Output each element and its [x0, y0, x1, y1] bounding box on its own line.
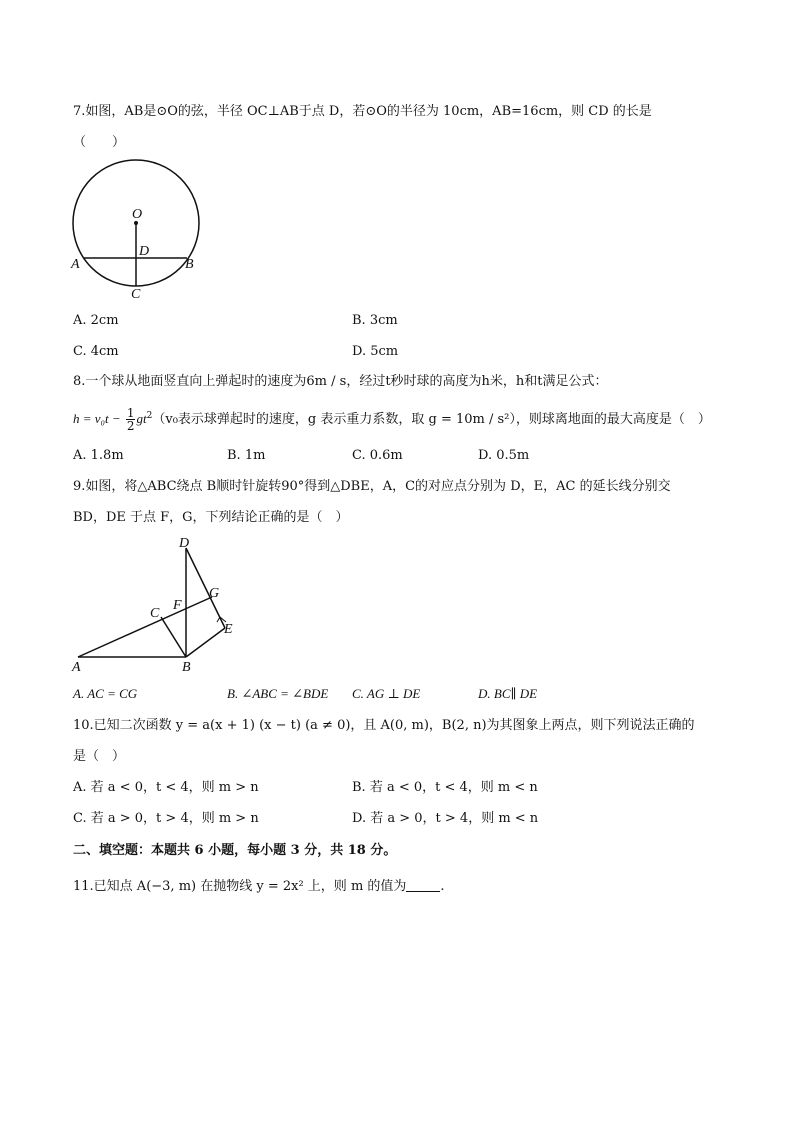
q11-stem-end: .: [440, 879, 445, 894]
q8-formula-rest: （v₀表示球弹起时的速度，g 表示重力系数，取 g = 10m / s²），则球离地面的最大高度是（ ）: [152, 412, 711, 427]
q8-option-b: B. 1m: [227, 448, 266, 463]
fraction-numerator: 1: [126, 406, 135, 420]
q10-option-c: C. 若 a > 0，t > 4，则 m > n: [73, 811, 259, 826]
label-d: D: [179, 536, 190, 551]
q9-option-d: D. BC∥ DE: [478, 686, 538, 701]
label-e: E: [224, 622, 233, 637]
fraction-denominator: 2: [126, 419, 135, 433]
q7-option-d: D. 5cm: [352, 344, 399, 359]
label-a: A: [72, 660, 81, 675]
q7-stem: 7.如图，AB是⊙O的弦，半径 OC⊥AB于点 D，若⊙O的半径为 10cm，AB=16cm，则 CD 的长是: [73, 104, 652, 119]
q8-stem: 8.一个球从地面竖直向上弹起时的速度为6m / s，经过t秒时球的高度为h米，h和t满足公式：: [73, 374, 608, 389]
q10-option-b: B. 若 a < 0，t < 4，则 m < n: [352, 780, 538, 795]
q10-option-d: D. 若 a > 0，t > 4，则 m < n: [352, 811, 539, 826]
q8-formula: [73, 404, 711, 435]
q8-formula-gt: gt: [136, 411, 147, 426]
section-fill-in-title: 二、填空题：本题共 6 小题，每小题 3 分，共 18 分。: [73, 843, 397, 858]
q9-option-c: C. AG ⊥ DE: [352, 686, 421, 701]
label-o: O: [132, 207, 143, 222]
q7-option-b: B. 3cm: [352, 313, 398, 328]
segment-be: [186, 628, 225, 657]
q9-option-a: A. AC = CG: [73, 686, 138, 701]
label-c: C: [150, 606, 160, 621]
q9-option-b: B. ∠ABC = ∠BDE: [227, 686, 329, 701]
label-c: C: [131, 287, 141, 300]
label-d: D: [139, 244, 150, 259]
q9-stem-line1: 9.如图，将△ABC绕点 B顺时针旋转90°得到△DBE，A，C的对应点分别为 D，E，AC 的延长线分别交: [73, 479, 671, 494]
q8-option-c: C. 0.6m: [352, 448, 403, 463]
q11-stem: [73, 878, 445, 896]
q8-formula-fraction: [126, 407, 136, 432]
q8-option-d: D. 0.5m: [478, 448, 530, 463]
segment-ag: [78, 597, 212, 657]
label-b: B: [185, 257, 194, 272]
label-f: F: [173, 598, 182, 613]
q7-option-c: C. 4cm: [73, 344, 119, 359]
q9-rotation-figure: [68, 533, 248, 675]
q7-circle-figure: [68, 158, 208, 300]
q8-formula-exponent: 2: [146, 411, 153, 421]
q10-option-a: A. 若 a < 0，t < 4，则 m > n: [73, 780, 259, 795]
q7-option-a: A. 2cm: [73, 313, 119, 328]
q7-answer-paren: （ ）: [73, 135, 126, 150]
q9-stem-line2: BD，DE 于点 F，G，下列结论正确的是（ ）: [73, 510, 349, 525]
q11-answer-blank: [406, 879, 440, 892]
q8-option-a: A. 1.8m: [73, 448, 124, 463]
label-b: B: [182, 660, 191, 675]
segment-bc: [161, 617, 186, 657]
q10-stem-line1: 10.已知二次函数 y = a(x + 1) (x − t) (a ≠ 0)，且 A(0, m)，B(2, n)为其图象上两点，则下列说法正确的: [73, 718, 695, 733]
q10-stem-line2: 是（ ）: [73, 749, 126, 764]
segment-de: [186, 548, 225, 628]
label-g: G: [209, 586, 220, 601]
q8-formula-lhs: h = v₀t −: [73, 411, 121, 426]
q11-stem-text: 11.已知点 A(−3, m) 在抛物线 y = 2x² 上，则 m 的值为: [73, 879, 407, 894]
label-a: A: [71, 257, 80, 272]
